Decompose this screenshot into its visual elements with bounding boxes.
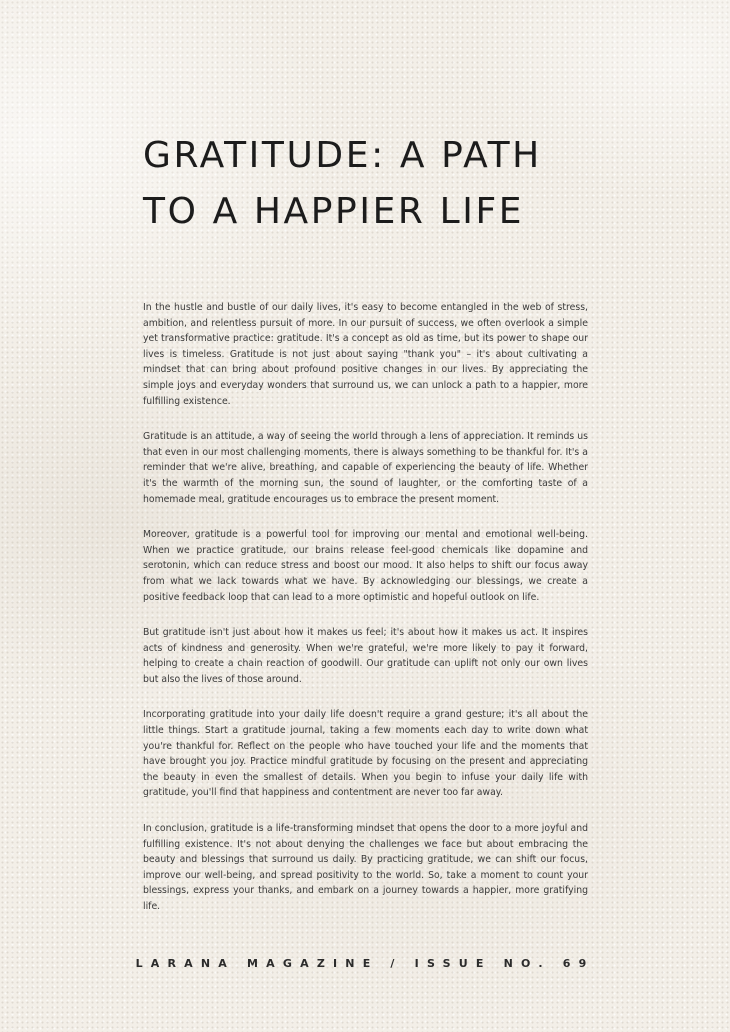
magazine-footer: LARANA MAGAZINE / ISSUE NO. 69 — [135, 957, 595, 970]
paragraph-4: But gratitude isn't just about how it makes us feel; it's about how it makes us act. It inspires acts of kindness and generosity. When we're grateful, we're more likely to pay it forward, helping to create a chain reaction of goodwill. Our gratitude can uplift not only our own lives but also the lives of those around. — [143, 627, 588, 685]
article-body — [143, 300, 588, 935]
paragraph-6: In conclusion, gratitude is a life-transforming mindset that opens the door to a more joyful and fulfilling existence. It's not about denying the challenges we face but about embracing the beauty and blessings that surround us daily. By practicing gratitude, we can shift our focus, improve our well-being, and spread positivity to the world. So, take a moment to count your blessings, express your thanks, and embark on a journey towards a happier, more gratifying life. — [143, 823, 588, 912]
paragraph-5: Incorporating gratitude into your daily life doesn't require a grand gesture; it's all about the little things. Start a gratitude journal, taking a few moments each day to write down what you're thankful for. Reflect on the people who have touched your life and the moments that have brought you joy. Practice mindful gratitude by focusing on the present and appreciating the beauty in even the smallest of details. When you begin to infuse your daily life with gratitude, you'll find that happiness and contentment are never too far away. — [143, 709, 588, 799]
article-title — [143, 128, 613, 240]
paragraph-1: In the hustle and bustle of our daily lives, it's easy to become entangled in the web of stress, ambition, and relentless pursuit of more. In our pursuit of success, we often overlook a simple yet transformative practice: gratitude. It's a concept as old as time, but its power to shape our lives is timeless. Gratitude is not just about saying "thank you" – it's about cultivating a mindset that can bring about profound positive changes in our lives. By appreciating the simple joys and everyday wonders that surround us, we can unlock a path to a happier, more fulfilling existence. — [143, 302, 588, 407]
paragraph-2: Gratitude is an attitude, a way of seeing the world through a lens of appreciation. It reminds us that even in our most challenging moments, there is always something to be thankful for. It's a reminder that we're alive, breathing, and capable of experiencing the beauty of life. Whether it's the warmth of the morning sun, the sound of laughter, or the comforting taste of a homemade meal, gratitude encourages us to embrace the present moment. — [143, 431, 588, 505]
paragraph-3: Moreover, gratitude is a powerful tool for improving our mental and emotional well-being. When we practice gratitude, our brains release feel-good chemicals like dopamine and serotonin, which can reduce stress and boost our mood. It also helps to shift our focus away from what we lack towards what we have. By acknowledging our blessings, we create a positive feedback loop that can lead to a more optimistic and hopeful outlook on life. — [143, 529, 588, 603]
article-title-line-2: TO A HAPPIER LIFE — [143, 191, 525, 232]
article-title-line-1: GRATITUDE: A PATH — [143, 135, 542, 176]
